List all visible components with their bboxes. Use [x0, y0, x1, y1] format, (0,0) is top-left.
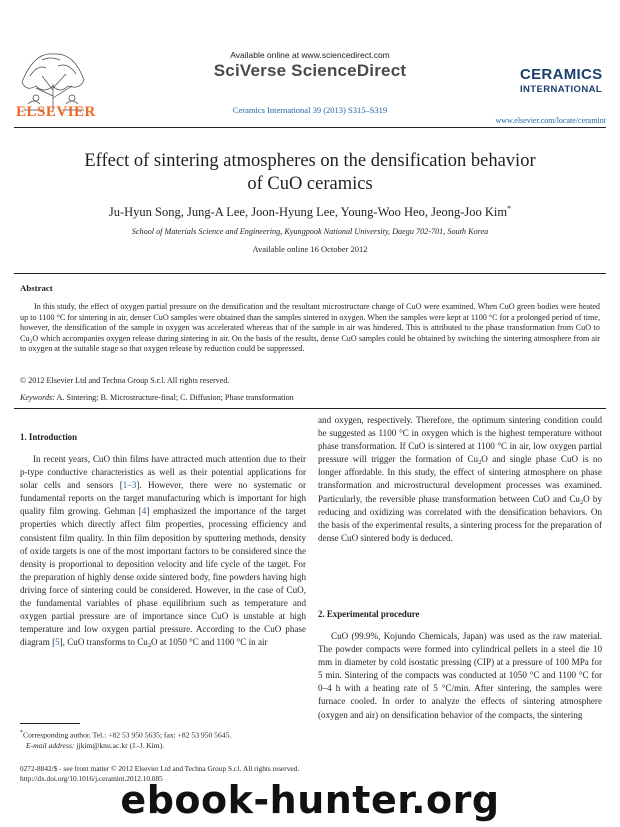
- footnote-mark: *: [20, 730, 23, 736]
- journal-url-link[interactable]: www.elsevier.com/locate/ceramint: [495, 116, 606, 125]
- journal-logo-line1: CERAMICS: [520, 66, 603, 83]
- publisher-name: ELSEVIER: [16, 104, 96, 120]
- available-date: Available online 16 October 2012: [252, 244, 368, 254]
- reference-link[interactable]: 1–3: [122, 480, 137, 491]
- header-divider: [14, 127, 606, 128]
- right-column-top: [318, 414, 602, 545]
- journal-reference-link[interactable]: Ceramics International 39 (2013) S315–S319: [232, 105, 388, 115]
- abstract-copyright: © 2012 Elsevier Ltd and Techna Group S.r.l. All rights reserved.: [20, 376, 230, 385]
- corresponding-author-footnote: [20, 728, 310, 751]
- experimental-paragraph: CuO (99.9%, Kojundo Chemicals, Japan) was used as the raw material. The powder compacts were formed into cylindrical pellets in a steel die 10 mm in diameter by cold isostatic pressing (CIP) at a pressure of 100 MPa for 5 min. Sintering of the compacts was conducted at 1050 °C and 1100 °C for 0–4 h with a heating rate of 5 °C/min. After sintering, the samples were furnace cooled. In order to analyze the effects of sintering atmosphere (oxygen and air) on densification behavior of the compacts, the sintering: [318, 631, 602, 720]
- email-link[interactable]: jjkim@knu.ac.kr (J.-J. Kim).: [76, 740, 165, 750]
- abstract-body: In this study, the effect of oxygen partial pressure on the densification and the resultant microstructure change of CuO were examined. When CuO green bodies were heated up to 1100 °C for sintering in air, denser CuO samples were obtained than the samples sintered in oxygen. When the samples were kept at 1100 °C for a prolonged period of time, however, the densification of the sample in oxygen was accelerated whereas that of the sample in air was hindered. This is attributed to the phase transformation from CuO to $Cu_2O$ which accompanies oxygen release during sintering in air. On the basis of the results, dense CuO samples could be obtained by switching the sintering atmosphere from air to oxygen at the suitable stage so that oxygen release by reduction could be suppressed.: [20, 302, 600, 354]
- section-heading-experimental: 2. Experimental procedure: [318, 609, 420, 619]
- right-column-bottom: [318, 630, 602, 722]
- intro-paragraph: In recent years, CuO thin films have attracted much attention due to their p-type conductive characteristics as well as their potential applications for solar cells and sensors [1–3]. However, there were no systematic or fundamental reports on the target manufacturing which is important for high quality film growing. Gehman [4] emphasized the importance of the target properties which directly affect film properties, processing efficiency and consistent film quality. In thin film deposition by sputtering methods, density of oxide targets is one of the most important factors to be considered since the density is proportional to deposition velocity and life cycle of the target. For the preparation of highly dense oxide sintered body, fine powders having high driving force of sintering could be considered. However, in the case of CuO, the fundamental variables of phase equilibrium such as temperature and oxygen partial pressure are of importance since CuO is unstable at high temperature and low oxygen partial pressure. According to the CuO phase diagram [5], CuO transforms to $Cu_2O$ at 1050 °C and 1100 °C in air: [20, 454, 306, 650]
- journal-logo-line2: INTERNATIONAL: [520, 84, 603, 95]
- affiliation: School of Materials Science and Engineering, Kyungpook National University, Daegu 702-701, South Korea: [131, 227, 489, 236]
- footer-front-matter: 0272-8842/$ - see front matter © 2012 Elsevier Ltd and Techna Group S.r.l. All rights reserved.: [20, 764, 300, 773]
- intro-continuation-paragraph: and oxygen, respectively. Therefore, the optimum sintering condition could be suggested as 1100 °C in oxygen which is the highest temperature without phase transformation. If CuO is sintered at 1100 °C in air, low oxygen partial pressure will trigger the formation of $Cu_2O$ and single phase CuO is no longer affordable. In this study, the effect of sintering atmosphere on phase transformation and microstructural development processes was examined. Particularly, the reversible phase transformation between CuO and $Cu_2O$ by reducing and oxidizing was correlated with the densification behaviors. On the basis of the experimental results, a sintering process for the preparation of dense CuO sintered body is deduced.: [318, 415, 602, 543]
- keywords-text: A. Sintering; B. Microstructure-final; C. Diffusion; Phase transformation: [56, 393, 294, 402]
- platform-name: SciVerse ScienceDirect: [213, 61, 407, 80]
- journal-logo: [520, 66, 608, 95]
- abstract-heading: Abstract: [20, 283, 53, 293]
- article-title: [40, 150, 580, 196]
- abstract-top-divider: [14, 273, 606, 274]
- footer-doi-link[interactable]: http://dx.doi.org/10.1016/j.ceramint.2012.10.085: [20, 773, 163, 783]
- available-online-line[interactable]: Available online at www.sciencedirect.com: [230, 50, 390, 60]
- section-heading-introduction: 1. Introduction: [20, 432, 78, 442]
- email-label: E-mail address:: [26, 740, 75, 750]
- reference-link[interactable]: 5: [55, 637, 60, 648]
- corresponding-author-mark[interactable]: *: [507, 204, 512, 213]
- reference-link[interactable]: 4: [141, 506, 147, 517]
- left-column: [20, 453, 306, 649]
- footnote-contact: Corresponding author. Tel.: +82 53 950 5635; fax: +82 53 950 5645.: [23, 730, 232, 740]
- authors-text: Ju-Hyun Song, Jung-A Lee, Joon-Hyung Lee, Young-Woo Heo, Jeong-Joo Kim: [108, 205, 508, 220]
- author-list: [20, 204, 600, 220]
- keywords-divider: [14, 408, 606, 409]
- footnote-divider: [20, 723, 80, 724]
- title-line-2: of CuO ceramics: [247, 174, 373, 194]
- title-line-1: Effect of sintering atmospheres on the densification behavior: [84, 151, 536, 171]
- watermark-text: ebook-hunter.org: [120, 778, 500, 822]
- keywords-label: Keywords:: [20, 393, 55, 402]
- keywords: [20, 393, 294, 402]
